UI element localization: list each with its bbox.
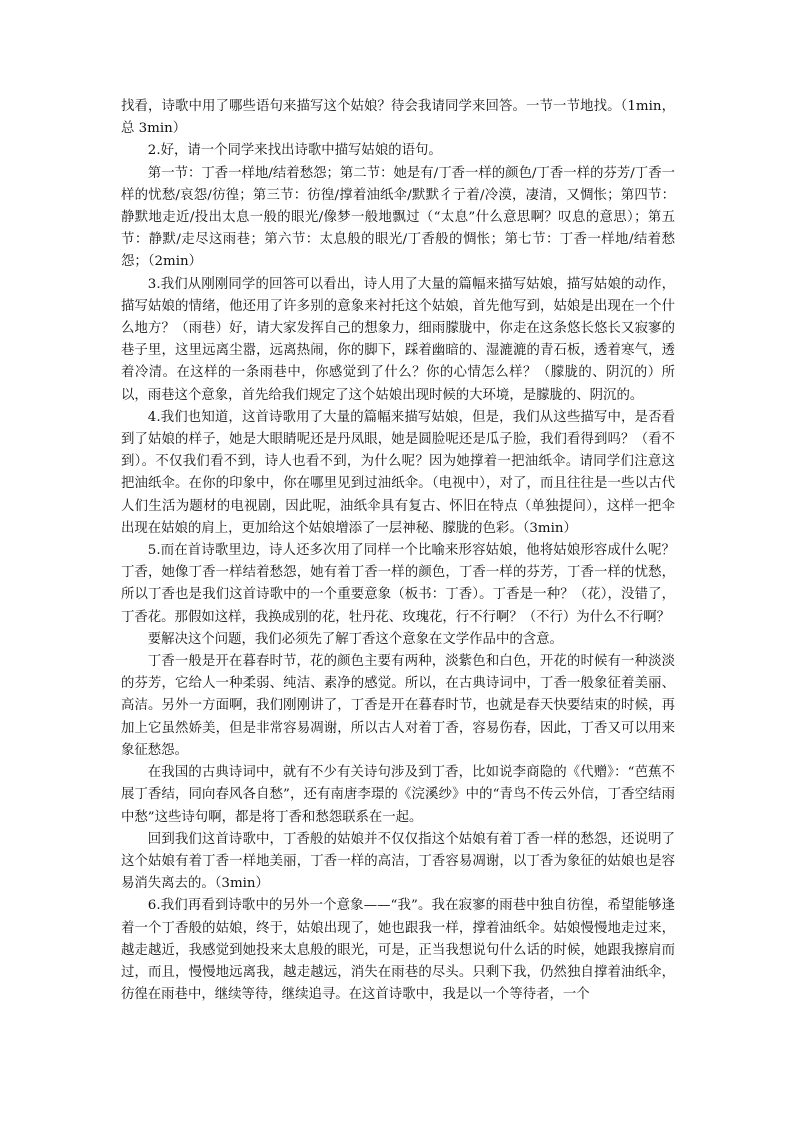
paragraph: 4.我们也知道，这首诗歌用了大量的篇幅来描写姑娘，但是，我们从这些描写中，是否看到了姑娘的样子，她是大眼睛呢还是丹凤眼，她是圆脸呢还是瓜子脸，我们看得到吗？（看不到）。不仅我们看不到，诗人也看不到，为什么呢？因为她撑着一把油纸伞。请同学们注意这把油纸伞。在你的印象中，你在哪里见到过油纸伞。（电视中），对了，而且往往是一些以古代人们生活为题材的电视剧，因此呢，油纸伞具有复古、怀旧在特点（单独提问），这样一把伞出现在姑娘的肩上，更加给这个姑娘增添了一层神秘、朦胧的色彩。（3min）	[121, 409, 675, 536]
paragraph: 找看，诗歌中用了哪些语句来描写这个姑娘？待会我请同学来回答。一节一节地找。（1min，总 3min）	[121, 99, 675, 137]
paragraph: 要解决这个问题，我们必须先了解丁香这个意象在文学作品中的含意。	[147, 631, 563, 647]
paragraph: 丁香一般是开在暮春时节，花的颜色主要有两种，淡紫色和白色，开花的时候有一种淡淡的芬芳，它给人一种柔弱、纯洁、素净的感觉。所以，在古典诗词中，丁香一般象征着美丽、高洁。另外一方面啊，我们刚刚讲了，丁香是开在暮春时节，也就是春天快要结束的时候，再加上它虽然娇美，但是非常容易凋谢，所以古人对着丁香，容易伤春，因此，丁香又可以用来象征愁怨。	[121, 654, 675, 758]
paragraph: 回到我们这首诗歌中，丁香般的姑娘并不仅仅指这个姑娘有着丁香一样的愁怨，还说明了这个姑娘有着丁香一样地美丽，丁香一样的高洁，丁香容易凋谢，以丁香为象征的姑娘也是容易消失离去的。（3min）	[121, 831, 675, 892]
paragraph: 2.好，请一个同学来找出诗歌中描写姑娘的语句。	[147, 143, 442, 159]
paragraph: 在我国的古典诗词中，就有不少有关诗句涉及到丁香，比如说李商隐的《代赠》：“芭蕉不展丁香结，同向春风各自愁”，还有南唐李璟的《浣溪纱》中的“青鸟不传云外信，丁香空结雨中愁”这些诗句啊，都是将丁香和愁怨联系在一起。	[121, 765, 675, 825]
document-page	[121, 96, 675, 1006]
paragraph: 5.而在首诗歌里边，诗人还多次用了同样一个比喻来形容姑娘，他将姑娘形容成什么呢？丁香，她像丁香一样结着愁怨，她有着丁香一样的颜色，丁香一样的芬芳，丁香一样的忧愁，所以丁香也是我们这首诗歌中的一个重要意象（板书：丁香）。丁香是一种？（花），没错了，丁香花。那假如这样，我换成别的花，牡丹花、玫瑰花，行不行啊？（不行）为什么不行啊？	[121, 543, 675, 625]
paragraph: 6.我们再看到诗歌中的另外一个意象——“我”。我在寂寥的雨巷中独自彷徨，希望能够逢着一个丁香般的姑娘，终于，姑娘出现了，她也跟我一样，撑着油纸伞。姑娘慢慢地走过来，越走越近，我感觉到她投来太息般的眼光，可是，正当我想说句什么话的时候，她跟我擦肩而过，而且，慢慢地远离我，越走越远，消失在雨巷的尽头。只剩下我，仍然独自撑着油纸伞，彷徨在雨巷中，继续等待，继续追寻。在这首诗歌中，我是以一个等待者，一个	[121, 898, 675, 1003]
paragraph: 3.我们从刚刚同学的回答可以看出，诗人用了大量的篇幅来描写姑娘，描写姑娘的动作，描写姑娘的情绪，他还用了许多别的意象来衬托这个姑娘，首先他写到，姑娘是出现在一个什么地方？（雨巷）好，请大家发挥自己的想象力，细雨朦胧中，你走在这条悠长悠长又寂寥的巷子里，这里远离尘嚣，远离热闹，你的脚下，踩着幽暗的、湿漉漉的青石板，透着寒气，透着冷清。在这样的一条雨巷中，你感觉到了什么？你的心情怎么样？（朦胧的、阴沉的）所以，雨巷这个意象，首先给我们规定了这个姑娘出现时候的大环境，是朦胧的、阴沉的。	[121, 276, 675, 403]
paragraph: 第一节：丁香一样地/结着愁怨；第二节：她是有/丁香一样的颜色/丁香一样的芬芳/丁香一样的忧愁/哀怨/彷徨；第三节：彷徨/撑着油纸伞/默默彳亍着/冷漠，凄清，又惆怅；第四节：静默地走近/投出太息一般的眼光/像梦一般地飘过（“太息”什么意思啊？叹息的意思）；第五节：静默/走尽这雨巷；第六节：太息般的眼光/丁香般的惆怅；第七节：丁香一样地/结着愁怨；（2min）	[121, 165, 675, 270]
